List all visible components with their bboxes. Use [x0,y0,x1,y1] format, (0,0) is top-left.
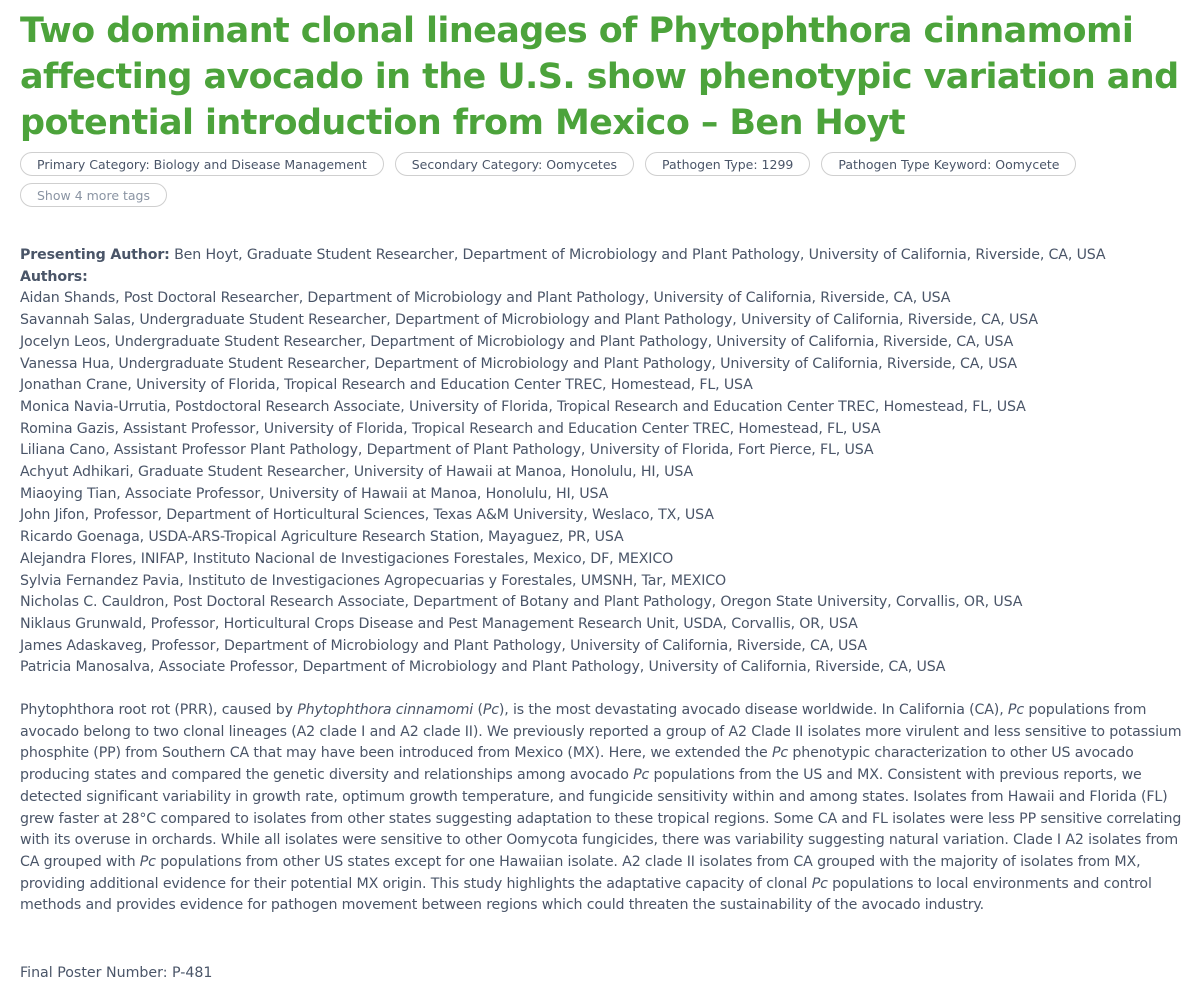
abstract-line [20,700,1180,722]
author-entry: Achyut Adhikari, Graduate Student Researcher, University of Hawaii at Manoa, Honolulu, HI, USA [20,464,694,481]
author-entry: Aidan Shands, Post Doctoral Researcher, Department of Microbiology and Plant Pathology, University of California, Riverside, CA, USA [20,290,951,307]
abstract-line [20,895,1180,917]
authors-label: Authors: [20,268,88,285]
abstract-text: populations to local environments and control [827,875,1152,892]
author-entry: Sylvia Fernandez Pavia, Instituto de Investigaciones Agropecuarias y Forestales, UMSNH, Tar, MEXICO [20,572,727,589]
author-entry: Niklaus Grunwald, Professor, Horticultural Crops Disease and Pest Management Research Unit, USDA, Corvallis, OR, USA [20,615,858,632]
abstract-line [20,722,1180,744]
author-entry: Liliana Cano, Assistant Professor Plant Pathology, Department of Plant Pathology, University of Florida, Fort Pierce, FL, USA [20,442,874,459]
author-entry: Miaoying Tian, Associate Professor, University of Hawaii at Manoa, Honolulu, HI, USA [20,485,609,502]
author-entry: Alejandra Flores, INIFAP, Instituto Nacional de Investigaciones Forestales, Mexico, DF, MEXICO [20,550,674,567]
abstract-text: ( [473,702,483,719]
authors-heading [20,267,1180,289]
abstract-text: avocado belong to two clonal lineages (A2 clade I and A2 clade II). We previously reported a group of A2 Clade II isolates more virulent and less sensitive to potassium [20,723,1182,740]
abstract-italic-term: Pc [633,767,650,784]
presenting-author-text: Ben Hoyt, Graduate Student Researcher, Department of Microbiology and Plant Pathology, University of California, Riverside, CA, USA [169,247,1106,263]
abstract-line [20,765,1180,787]
poster-number: Final Poster Number: P-481 [20,965,213,982]
abstract-line [20,787,1180,809]
author-list [20,288,1180,679]
presenting-author [20,245,1180,267]
title-line: potential introduction from Mexico – Ben Hoyt [20,103,905,143]
presenting-author-label: Presenting Author: [20,247,170,263]
abstract-italic-term: Pc [811,875,828,892]
tag-pathogen-type-keyword[interactable]: Pathogen Type Keyword: Oomycete [821,152,1076,176]
abstract-line [20,809,1180,831]
tag-secondary-category[interactable]: Secondary Category: Oomycetes [395,152,634,176]
abstract-text: methods and provides evidence for pathogen movement between regions which could threaten the sustainability of the avocado industry. [20,897,985,914]
tag-pathogen-type[interactable]: Pathogen Type: 1299 [645,152,810,176]
abstract-italic-term: Pc [139,853,156,870]
abstract-text: grew faster at 28°C compared to isolates from other states suggesting adaptation to these tropical regions. Some CA and FL isolates were less PP sensitive correlating [20,810,1182,827]
author-entry: Vanessa Hua, Undergraduate Student Researcher, Department of Microbiology and Plant Pathology, University of California, Riverside, CA, USA [20,355,1017,372]
abstract-text: ), is the most devastating avocado disease worldwide. In California (CA), [498,702,1008,719]
tag-list [20,152,1120,207]
show-more-tags-button[interactable]: Show 4 more tags [20,183,167,207]
abstract-italic-term: Pc [1007,702,1024,719]
author-entry: Jocelyn Leos, Undergraduate Student Researcher, Department of Microbiology and Plant Pathology, University of California, Riverside, CA, USA [20,333,1014,350]
author-entry: Romina Gazis, Assistant Professor, University of Florida, Tropical Research and Education Center TREC, Homestead, FL, USA [20,420,881,437]
abstract-text: producing states and compared the genetic diversity and relationships among avocado [20,767,634,784]
author-entry: Jonathan Crane, University of Florida, Tropical Research and Education Center TREC, Homestead, FL, USA [20,377,753,394]
title-line: Two dominant clonal lineages of Phytophthora cinnamomi [20,11,1134,51]
abstract-italic-term: Phytophthora cinnamomi [297,702,474,719]
abstract-text: providing additional evidence for their potential MX origin. This study highlights the adaptative capacity of clonal [20,875,812,892]
abstract-body [20,700,1180,917]
authors-section [20,245,1180,679]
abstract-text: populations from other US states except for one Hawaiian isolate. A2 clade II isolates from CA grouped with the majority of isolates from MX, [155,853,1141,870]
abstract-text: detected significant variability in growth rate, optimum growth temperature, and fungicide sensitivity within and among states. Isolates from Hawaii and Florida (FL) [20,788,1168,805]
abstract-line [20,830,1180,852]
author-entry: Savannah Salas, Undergraduate Student Researcher, Department of Microbiology and Plant Pathology, University of California, Riverside, CA, USA [20,312,1038,329]
abstract-italic-term: Pc [482,702,499,719]
author-entry: Patricia Manosalva, Associate Professor, Department of Microbiology and Plant Pathology, University of California, Riverside, CA, USA [20,659,946,676]
author-entry: Nicholas C. Cauldron, Post Doctoral Research Associate, Department of Botany and Plant Pathology, Oregon State University, Corvallis, OR, USA [20,594,1023,611]
abstract-italic-term: Pc [772,745,789,762]
title-line: affecting avocado in the U.S. show phenotypic variation and [20,57,1179,97]
abstract-line [20,852,1180,874]
abstract-text: populations from the US and MX. Consistent with previous reports, we [649,767,1142,784]
author-entry: John Jifon, Professor, Department of Horticultural Sciences, Texas A&M University, Weslaco, TX, USA [20,507,714,524]
abstract-line [20,874,1180,896]
abstract-line [20,743,1180,765]
abstract-text: with its overuse in orchards. While all isolates were sensitive to other Oomycota fungicides, there was variability suggesting natural variation. Clade I A2 isolates from [20,832,1179,849]
abstract-text: Phytophthora root rot (PRR), caused by [20,702,298,719]
author-entry: Monica Navia-Urrutia, Postdoctoral Research Associate, University of Florida, Tropical Research and Education Center TREC, Homestead, FL, USA [20,398,1026,415]
abstract-text: CA grouped with [20,853,140,870]
tag-primary-category[interactable]: Primary Category: Biology and Disease Management [20,152,384,176]
author-entry: James Adaskaveg, Professor, Department of Microbiology and Plant Pathology, University of California, Riverside, CA, USA [20,637,867,654]
author-entry: Ricardo Goenaga, USDA-ARS-Tropical Agriculture Research Station, Mayaguez, PR, USA [20,529,624,546]
abstract-text: phosphite (PP) from Southern CA that may have been introduced from Mexico (MX). Here, we extended the [20,745,772,762]
abstract-text: populations from [1023,702,1147,719]
abstract-text: phenotypic characterization to other US avocado [788,745,1134,762]
page-title [20,8,1180,146]
